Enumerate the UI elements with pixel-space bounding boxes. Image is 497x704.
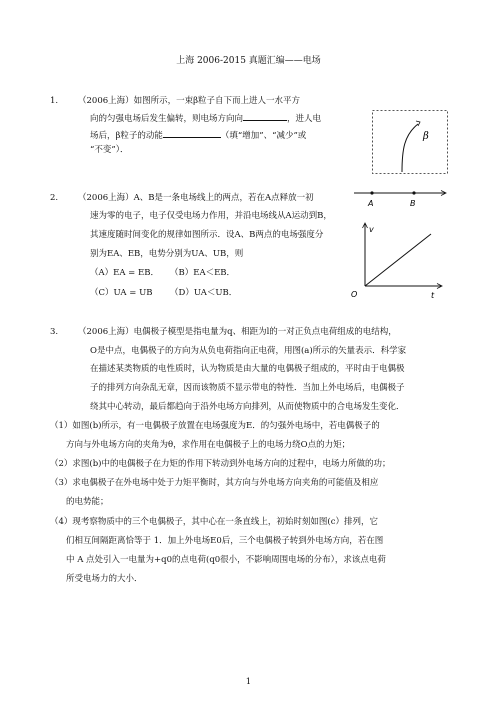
q1-number: 1. (50, 96, 59, 106)
q3-line2: O是中点，电偶极子的方向为从负电荷指向正电荷，用图(a)所示的矢量表示．科学家 (90, 346, 407, 356)
q2-line2: 速为零的电子，电子仅受电场力作用，并沿电场线从A运动到B， (90, 211, 332, 221)
q1-blank-1[interactable] (243, 111, 287, 121)
q3-line4: 子的排列方向杂乱无章，因而该物质不显示带电的特性．当加上外电场后，电偶极子 (90, 383, 405, 393)
q2-option-d[interactable]: （D）UA＜UB． (170, 288, 238, 298)
q2-option-a[interactable]: （A）EA = EB． (90, 268, 159, 278)
q1-beta-path (402, 124, 418, 172)
q1-line2 (90, 111, 321, 125)
q1-line3 (90, 128, 306, 142)
q2-line3: 其速度随时间变化的规律如图所示．设A、B两点的电场强度分 (90, 230, 324, 240)
q3-sub3-line2: 的电势能； (66, 497, 109, 507)
q3-sub4-line4: 所受电场力的大小． (66, 574, 143, 584)
q3-sub4-line1: （4）现考察物质中的三个电偶极子，其中心在一条直线上，初始时刻如图(c）排列，它 (50, 517, 378, 527)
q1-line4: “不变”）． (90, 145, 129, 155)
q2-point-b (412, 191, 415, 194)
q2-line4: 别为EA、EB，电势分别为UA、UB，则 (90, 249, 244, 259)
q2-point-a (370, 191, 373, 194)
q2-label-b: B (410, 199, 416, 208)
q3-sub4-line2: 们相互间隔距离恰等于 1．加上外电场E0后，三个电偶极子转到外电场方向，若在图 (66, 536, 384, 546)
q1-figure (372, 110, 448, 174)
q2-option-c[interactable]: （C）UA = UB (90, 288, 153, 298)
q3-line5: 绕其中心转动，最后都趋向于沿外电场方向排列，从而使物质中的合电场发生变化． (90, 402, 405, 412)
q3-sub3-line1: （3）求电偶极子在外电场中处于力矩平衡时，其方向与外电场方向夹角的可能值及相应 (50, 478, 379, 488)
q1-line3-text: 场后，β粒子的动能 (90, 131, 163, 141)
q2-label-o: O (351, 290, 358, 299)
page-title: 上海 2006-2015 真题汇编——电场 (176, 56, 321, 66)
q2-option-b[interactable]: （B）EA＜EB． (170, 268, 236, 278)
q2-line1: （2006上海）A、B是一条电场线上的两点，若在A点释放一初 (78, 193, 314, 203)
q2-label-t: t (431, 291, 435, 300)
q2-number: 2. (50, 193, 59, 203)
q2-vt-graph (345, 220, 445, 302)
q3-sub4-line3: 中 A 点处引入一电量为+q0的点电荷(q0很小，不影响周围电场的分布），求该点电荷 (66, 555, 386, 565)
q2-label-a: A (368, 199, 374, 208)
q3-sub1-line2: 方向与外电场方向的夹角为θ，求作用在电偶极子上的电场力绕O点的力矩； (66, 440, 351, 450)
q1-line1: （2006上海）如图所示，一束β粒子自下而上进人一水平方 (78, 96, 301, 106)
q3-sub2: （2）求图(b)中的电偶极子在力矩的作用下转动到外电场方向的过程中，电场力所做的功； (50, 459, 391, 469)
q1-line2-text: 向的匀强电场后发生偏转，则电场方向向 (90, 114, 244, 124)
q2-vt-line (365, 234, 431, 286)
q3-line3: 在描述某类物质的电性质时，认为物质是由大量的电偶极子组成的，平时由于电偶极 (90, 364, 405, 374)
q1-line3-tail: （填“增加”、“减少”或 (220, 131, 307, 141)
q2-field-line-figure (352, 186, 448, 210)
page-number: 1 (245, 677, 252, 687)
q3-sub1-line1: （1）如图(b)所示，有一电偶极子放置在电场强度为E．的匀强外电场中，若电偶极子的 (50, 421, 380, 431)
q1-field-region (373, 111, 448, 174)
q1-beta-label: β (423, 131, 429, 142)
q1-blank-2[interactable] (163, 128, 221, 138)
q2-label-v: v (369, 225, 374, 234)
q3-number: 3. (50, 327, 59, 337)
q3-line1: （2006上海）电偶极子模型是指电量为q、相距为l的一对正负点电荷组成的电结构， (78, 327, 397, 337)
q1-line2-tail: ，进人电 (287, 114, 322, 124)
